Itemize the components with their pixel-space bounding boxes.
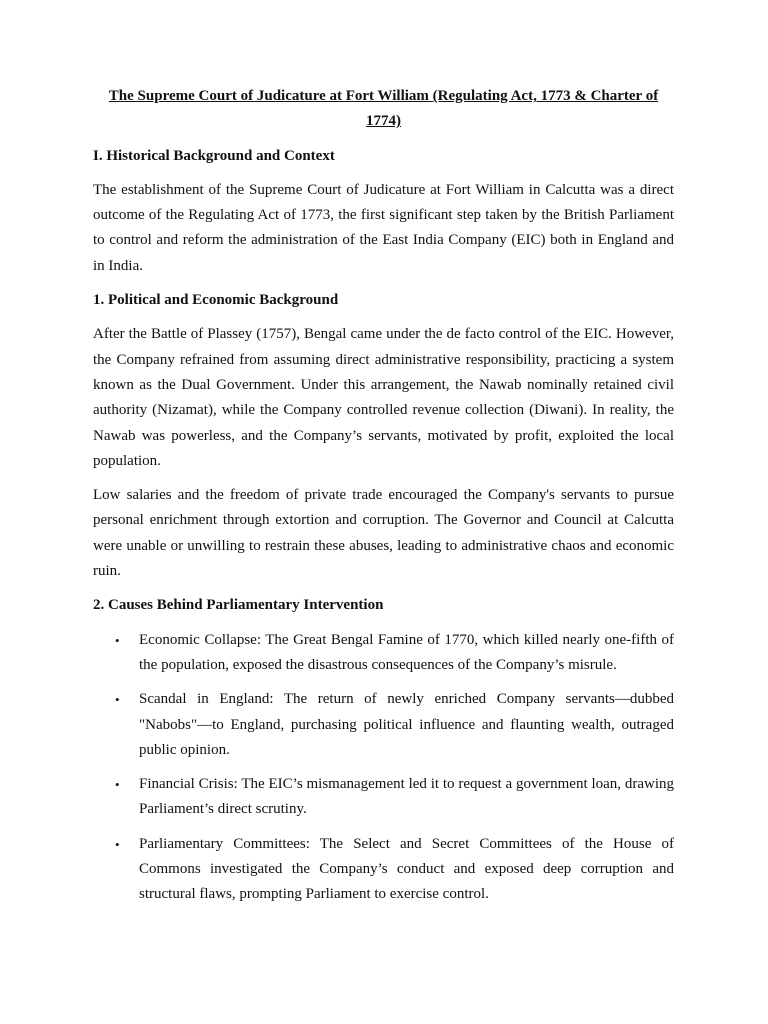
list-item [93,832,674,908]
section-heading-historical-background: I. Historical Background and Context [93,147,335,164]
causes-bullet-list [93,628,674,908]
list-item-text: Economic Collapse: The Great Bengal Famine of 1770, which killed nearly one-fifth of the population, exposed the disastrous consequences of the Company’s misrule. [139,631,674,673]
list-item [93,772,674,823]
paragraph-plassey: After the Battle of Plassey (1757), Bengal came under the de facto control of the EIC. However, the Company refrained from assuming direct administrative responsibility, practicing a system known as the Dual Government. Under this arrangement, the Nawab nominally retained civil authority (Nizamat), while the Company controlled revenue collection (Diwani). In reality, the Nawab was powerless, and the Company’s servants, motivated by profit, exploited the local population. [93,326,674,469]
subsection-heading-political-economic: 1. Political and Economic Background [93,292,339,309]
list-item [93,628,674,679]
paragraph-intro: The establishment of the Supreme Court of Judicature at Fort William in Calcutta was a direct outcome of the Regulating Act of 1773, the first significant step taken by the British Parliament to control and reform the administration of the East India Company (EIC) both in England and in India. [93,181,674,274]
list-item-text: Parliamentary Committees: The Select and Secret Committees of the House of Commons investigated the Company’s conduct and exposed deep corruption and structural flaws, prompting Parliament to exercise control. [139,835,674,903]
bullet-icon: • [115,777,120,793]
list-item-text: Financial Crisis: The EIC’s mismanagement led it to request a government loan, drawing Parliament’s direct scrutiny. [139,776,674,818]
paragraph-low-salaries: Low salaries and the freedom of private trade encouraged the Company's servants to pursue personal enrichment through extortion and corruption. The Governor and Council at Calcutta were unable or unwilling to restrain these abuses, leading to administrative chaos and economic ruin. [93,487,674,580]
list-item-text: Scandal in England: The return of newly enriched Company servants—dubbed "Nabobs"—to England, purchasing political influence and flaunting wealth, outraged public opinion. [139,691,674,758]
document-title: The Supreme Court of Judicature at Fort William (Regulating Act, 1773 & Charter of 1774) [108,88,659,130]
bullet-icon: • [115,836,120,852]
document-page [93,84,674,917]
subsection-heading-causes: 2. Causes Behind Parliamentary Intervention [93,597,384,614]
bullet-icon: • [115,632,120,648]
list-item [93,687,674,763]
bullet-icon: • [115,692,120,708]
